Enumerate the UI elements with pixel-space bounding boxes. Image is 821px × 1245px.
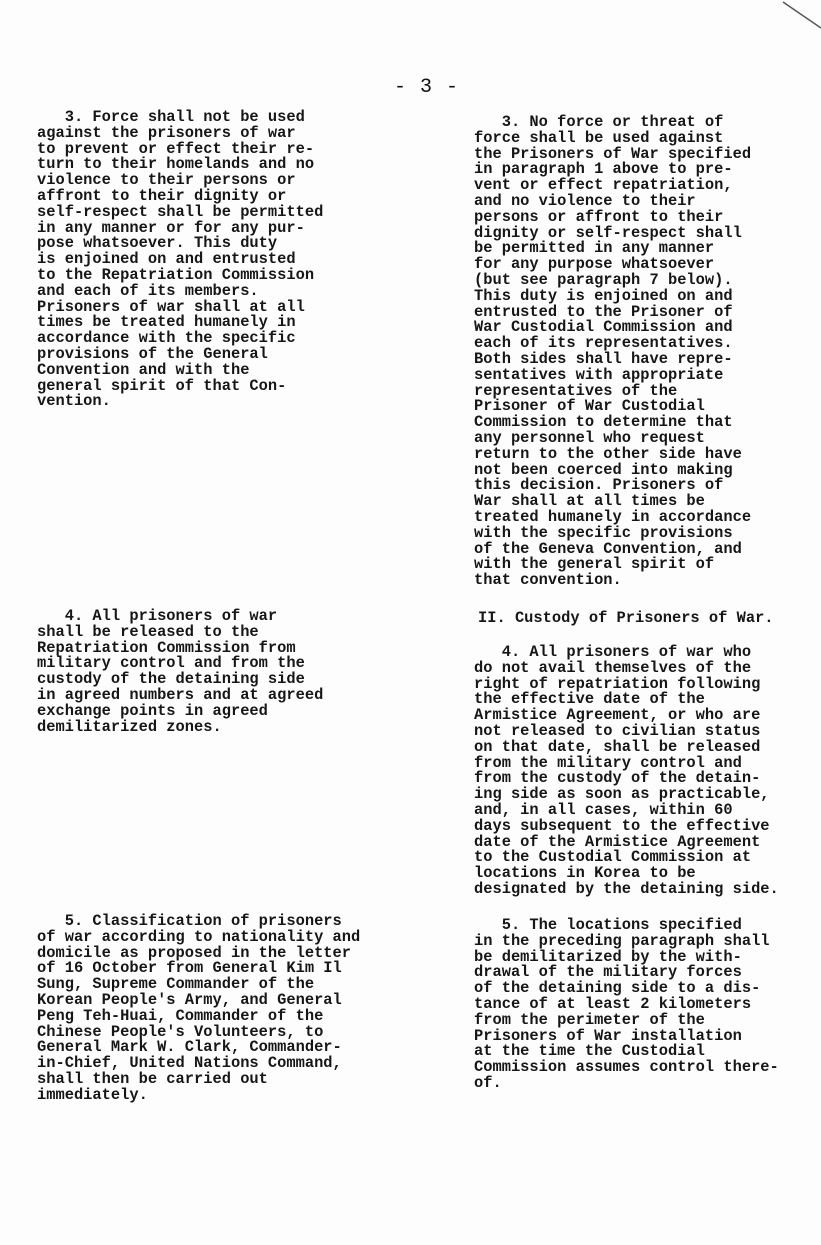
left-paragraph-3: 3. Force shall not be used against the prisoners of war to prevent or effect their re- turn to their homelands and no violence to their persons or affront to their dignity or self-respect shall be permitted in any manner or for any pur- pose whatsoever. This duty is enjoined on and entrusted to the Repatriation Commission and each of its members. Prisoners of war shall at all times be treated humanely in accordance with the specific provisions of the General Convention and with the general spirit of that Con- vention. bbox=[37, 108, 324, 411]
page-number: - 3 - bbox=[394, 76, 460, 99]
left-paragraph-4: 4. All prisoners of war shall be released to the Repatriation Commission from military control and from the custody of the detaining side in agreed numbers and at agreed exchange points in agreed demilitarized zones. bbox=[37, 607, 324, 736]
left-paragraph-5: 5. Classification of prisoners of war according to nationality and domicile as proposed in the letter of 16 October from General Kim Il Sung, Supreme Commander of the Korean People's Army, and General Peng Teh-Huai, Commander of the Chinese People's Volunteers, to General Mark W. Clark, Commander- in-Chief, United Nations Command, shall then be carried out immediately. bbox=[37, 912, 361, 1104]
corner-fold-mark bbox=[781, 0, 821, 30]
right-paragraph-5: 5. The locations specified in the preceding paragraph shall be demilitarized by the with- drawal of the military forces of the detaining side to a dis- tance of at least 2 kilometers from the perimeter of the Prisoners of War installation at the time the Custodial Commission assumes control there- of. bbox=[474, 916, 779, 1092]
right-paragraph-4: 4. All prisoners of war who do not avail themselves of the right of repatriation following the effective date of the Armistice Agreement, or who are not released to civilian status on that date, shall be released from the military control and from the custody of the detain- ing side as soon as practicable, and, in all cases, within 60 days subsequent to the effective date of the Armistice Agreement to the Custodial Commission at locations in Korea to be designated by the detaining side. bbox=[474, 643, 779, 898]
right-paragraph-3: 3. No force or threat of force shall be used against the Prisoners of War specified in paragraph 1 above to pre- vent or effect repatriation, and no violence to their persons or affront to their dignity or self-respect shall be permitted in any manner for any purpose whatsoever (but see paragraph 7 below). This duty is enjoined on and entrusted to the Prisoner of War Custodial Commission and each of its representatives. Both sides shall have repre- sentatives with appropriate representatives of the Prisoner of War Custodial Commission to determine that any personnel who request return to the other side have not been coerced into making this decision. Prisoners of War shall at all times be treated humanely in accordance with the specific provisions of the Geneva Convention, and with the general spirit of that convention. bbox=[474, 113, 752, 590]
section-heading-custody: II. Custody of Prisoners of War. bbox=[478, 609, 774, 627]
